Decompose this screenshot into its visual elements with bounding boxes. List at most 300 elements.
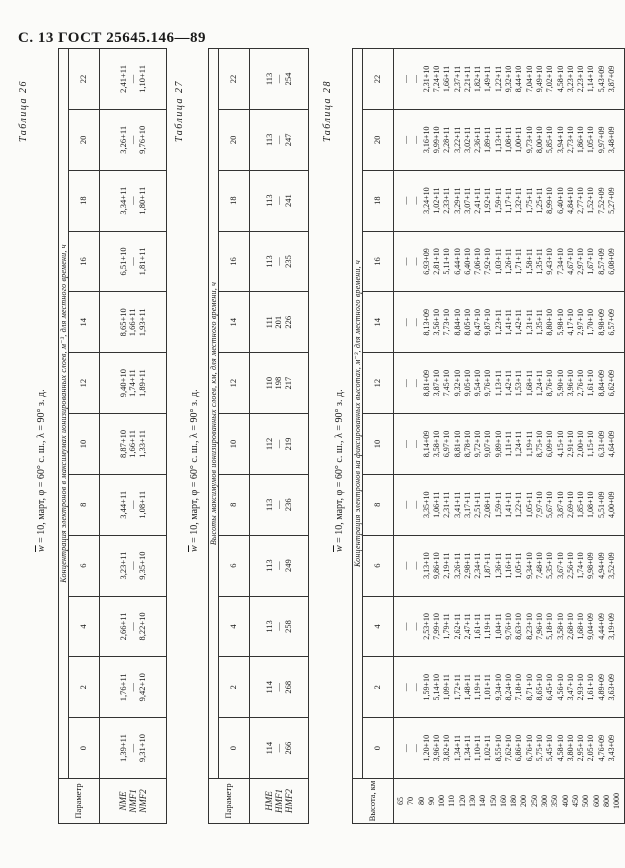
value: 1,08+10 <box>586 491 596 519</box>
value: 3,29+11 <box>452 187 462 214</box>
value: 3,34+11 <box>117 186 128 215</box>
value: 4,00+09 <box>607 491 616 519</box>
hour-cell: 4 <box>69 596 100 657</box>
hour-cell: 20 <box>363 109 394 170</box>
value: 6,51+10 <box>117 247 128 276</box>
value: 110 <box>263 376 274 390</box>
value-cell <box>100 414 167 475</box>
value: — <box>127 561 138 570</box>
value: — <box>127 683 138 692</box>
height-value: 400 <box>560 795 570 807</box>
value: 4,56+10 <box>555 674 565 701</box>
value: 8,84+09 <box>596 369 606 397</box>
table-28-label: Таблица 28 <box>322 80 333 142</box>
hour-cell: 2 <box>363 657 394 718</box>
caption-w: $\overline{w}$ <box>334 545 345 552</box>
value-column <box>394 596 625 657</box>
value-column <box>394 718 625 779</box>
hour-cell: 12 <box>69 353 100 414</box>
value: 1,31+11 <box>524 309 534 336</box>
table-28-block <box>312 52 622 852</box>
value-cell <box>250 474 309 535</box>
value: 8,00+10 <box>534 126 544 154</box>
value: — <box>127 743 138 753</box>
value: 3,24+10 <box>421 187 431 214</box>
value: 9,54+10 <box>473 369 483 397</box>
value: 9,42+10 <box>137 673 148 702</box>
value: 5,43+09 <box>596 65 606 93</box>
body-row <box>100 49 167 824</box>
value: — <box>127 196 138 205</box>
height-value: 350 <box>550 795 560 807</box>
hour-cell: 20 <box>69 109 100 170</box>
value: 1,74+11 <box>127 369 138 398</box>
height-value: 450 <box>570 795 580 807</box>
header-row <box>59 49 69 824</box>
value-cell <box>250 535 309 596</box>
value-cell <box>250 231 309 292</box>
value: 1,89+11 <box>137 369 148 398</box>
subheader: Концентрация электронов в максимумах ионизированных слоев, м⁻³, для местного времени, ч <box>59 49 69 779</box>
value: 1,41+11 <box>504 309 514 336</box>
value: 1,70+10 <box>586 309 596 336</box>
value-column <box>394 535 625 596</box>
value: 7,52+09 <box>596 187 606 214</box>
height-value: 160 <box>498 795 508 807</box>
hour-cell: 6 <box>363 535 394 596</box>
value-cell <box>100 596 167 657</box>
value: 1,79+11 <box>442 613 452 640</box>
value: — <box>411 683 421 692</box>
value: 9,32+10 <box>452 369 462 397</box>
value: 1,86+10 <box>576 126 586 154</box>
value: 1,10+11 <box>473 734 483 762</box>
value: 2,31+10 <box>421 65 431 93</box>
value: 1,08+11 <box>137 490 148 519</box>
value-cell <box>250 170 309 231</box>
value: — <box>273 622 284 631</box>
value: 113 <box>263 559 274 572</box>
value-cell <box>250 109 309 170</box>
value: 6,44+10 <box>452 248 462 275</box>
value: 8,75+10 <box>534 430 544 458</box>
value: 9,31+10 <box>137 734 148 763</box>
value: 1,61+10 <box>586 369 596 397</box>
table-28-caption <box>334 389 345 552</box>
value: 1,32+11 <box>514 187 524 214</box>
value: 9,87+10 <box>483 309 493 336</box>
value: 8,44+10 <box>514 65 524 93</box>
height-value: 180 <box>509 795 519 807</box>
value: 1,68+11 <box>524 370 534 397</box>
value-column <box>394 474 625 535</box>
value: 112 <box>263 437 274 451</box>
value: — <box>401 683 411 692</box>
value: 7,06+10 <box>473 248 483 275</box>
value-column <box>394 170 625 231</box>
value: 1,23+11 <box>493 309 503 336</box>
value: 3,35+10 <box>421 491 431 519</box>
value: 2,97+10 <box>576 309 586 336</box>
value: 7,73+10 <box>442 309 452 336</box>
value: 111 <box>263 316 274 329</box>
value: — <box>411 196 421 205</box>
value-column <box>394 353 625 414</box>
height-value: 90 <box>426 797 436 805</box>
value: 1,02+11 <box>431 187 441 214</box>
value: 8,24+10 <box>504 674 514 701</box>
value: 5,85+10 <box>545 126 555 154</box>
value: 3,26+11 <box>452 552 462 579</box>
value: 4,15+10 <box>555 430 565 458</box>
value: 2,41+11 <box>473 187 483 214</box>
value: 2,41+11 <box>117 65 128 93</box>
hour-cell: 0 <box>363 718 394 779</box>
hour-cell: 12 <box>363 353 394 414</box>
param-header: Параметр <box>209 779 250 824</box>
value: 7,62+10 <box>504 734 514 762</box>
value: 1,06+11 <box>431 491 441 518</box>
height-value: 300 <box>540 795 550 807</box>
value: — <box>411 257 421 266</box>
value-cell <box>100 109 167 170</box>
value-cell <box>100 49 167 110</box>
value: 1,04+11 <box>493 613 503 640</box>
hour-cell: 20 <box>219 109 250 170</box>
value: 4,67+10 <box>565 248 575 275</box>
value: 2,36+11 <box>473 126 483 153</box>
value-cell <box>100 535 167 596</box>
param-cell <box>100 779 167 824</box>
value: 2,08+11 <box>483 491 493 518</box>
value-column <box>394 49 625 110</box>
value: 9,76+10 <box>137 125 148 154</box>
value: 1,68+10 <box>576 613 586 640</box>
value: — <box>401 379 411 388</box>
value: 1,59+11 <box>493 187 503 214</box>
value: 3,41+11 <box>452 491 462 518</box>
value: 3,23+10 <box>565 65 575 93</box>
hour-cell: 16 <box>219 231 250 292</box>
value: 7,04+10 <box>524 65 534 93</box>
value-cell <box>100 474 167 535</box>
value: 1,26+11 <box>504 248 514 275</box>
value: 9,76+10 <box>483 369 493 397</box>
value: 7,45+10 <box>442 369 452 397</box>
value: 8,87+10 <box>117 429 128 459</box>
value: 1,22+11 <box>514 491 524 518</box>
value: 6,09+10 <box>545 430 555 458</box>
value-cell <box>100 657 167 718</box>
value: 1,66+11 <box>127 430 138 458</box>
value: 1,89+11 <box>483 126 493 153</box>
hour-cell: 6 <box>219 535 250 596</box>
value: 236 <box>283 498 294 512</box>
hour-cell: 16 <box>69 231 100 292</box>
value: — <box>273 500 284 510</box>
value: 1,59+10 <box>421 674 431 701</box>
value: 8,65+10 <box>117 308 128 337</box>
value: 1,81+11 <box>137 247 148 276</box>
value: 258 <box>283 620 294 633</box>
hour-cell: 22 <box>219 49 250 110</box>
height-value: 130 <box>468 795 477 807</box>
value: — <box>401 744 411 753</box>
hour-cell: 14 <box>219 292 250 353</box>
value: 1,01+11 <box>483 674 493 701</box>
value-cell <box>250 596 309 657</box>
value: 1,53+11 <box>514 370 524 397</box>
value: 1,02+11 <box>483 734 493 762</box>
hour-cell: 12 <box>219 353 250 414</box>
hour-cell: 22 <box>363 49 394 110</box>
table-27 <box>208 48 309 824</box>
value: — <box>127 74 138 84</box>
value: 3,67+10 <box>555 552 565 579</box>
value: 8,23+10 <box>524 613 534 640</box>
value: 1,71+11 <box>514 248 524 275</box>
height-header: Высота, км <box>353 779 394 824</box>
value: 1,41+11 <box>504 491 514 518</box>
value: 8,22+10 <box>137 612 148 641</box>
value: 1,11+11 <box>504 430 514 457</box>
value: 9,72+10 <box>473 430 483 458</box>
value: 9,04+09 <box>586 613 596 640</box>
value: 8,78+10 <box>462 430 472 458</box>
hour-cell: 10 <box>69 414 100 475</box>
value: 3,07+11 <box>462 187 472 214</box>
value: 241 <box>283 194 294 208</box>
value: 1,66+11 <box>127 308 138 337</box>
value: 2,62+11 <box>452 613 462 640</box>
heights-cell <box>394 779 625 824</box>
value-column <box>394 231 625 292</box>
hours-row <box>69 49 100 824</box>
value: — <box>401 318 411 327</box>
value: 114 <box>263 741 274 755</box>
value: 2,98+11 <box>462 552 472 579</box>
value: 1,82+11 <box>473 65 483 93</box>
value: 9,73+10 <box>524 126 534 154</box>
value: 1,36+11 <box>493 552 503 579</box>
value-cell <box>100 292 167 353</box>
hours-row <box>363 49 394 824</box>
value: 7,24+10 <box>431 65 441 93</box>
value: 249 <box>283 559 294 572</box>
value: 1,19+11 <box>524 430 534 458</box>
value: 9,98+09 <box>586 552 596 579</box>
value: — <box>411 439 421 448</box>
value: 9,07+10 <box>483 430 493 458</box>
value: 3,17+11 <box>462 491 472 518</box>
hour-cell: 10 <box>363 414 394 475</box>
value: 1,17+11 <box>504 187 514 214</box>
value: 2,93+10 <box>576 674 586 701</box>
value-cell <box>100 231 167 292</box>
value: 2,95+10 <box>576 734 586 762</box>
value-column <box>394 109 625 170</box>
value: 3,26+11 <box>117 125 128 154</box>
value: — <box>411 318 421 327</box>
param-name: NME <box>117 791 128 811</box>
value: 4,17+10 <box>565 309 575 336</box>
value: 6,76+10 <box>524 734 534 762</box>
param-header: Параметр <box>59 779 100 824</box>
value: — <box>401 561 411 570</box>
value: 1,80+11 <box>137 186 148 215</box>
value: 4,94+09 <box>596 552 606 579</box>
value: 1,34+11 <box>452 734 462 762</box>
body-row <box>250 49 309 824</box>
value: 2,51+11 <box>473 491 483 518</box>
table-27-caption <box>189 389 200 552</box>
value: 9,43+10 <box>545 248 555 275</box>
value: 8,99+10 <box>545 187 555 214</box>
value: 3,47+10 <box>565 674 575 701</box>
value: 9,35+10 <box>137 551 148 580</box>
value: 1,85+10 <box>576 491 586 519</box>
height-value: 150 <box>488 795 498 807</box>
value: 7,99+10 <box>431 613 441 640</box>
value: 5,11+10 <box>442 248 452 275</box>
hour-cell: 0 <box>219 718 250 779</box>
value: 1,93+11 <box>137 308 148 337</box>
value-cell <box>250 657 309 718</box>
value-cell <box>250 718 309 779</box>
hour-cell: 2 <box>69 657 100 718</box>
value: 1,03+11 <box>493 248 503 275</box>
table-26-label: Таблица 26 <box>18 80 29 142</box>
value: — <box>411 561 421 570</box>
value: 8,63+10 <box>514 613 524 640</box>
value: 3,94+10 <box>555 126 565 154</box>
value: — <box>411 500 421 509</box>
value: 2,69+10 <box>565 491 575 519</box>
value: 1,49+11 <box>483 65 493 93</box>
value: — <box>401 135 411 144</box>
value: 6,31+09 <box>596 430 606 458</box>
value: 4,58+10 <box>555 734 565 762</box>
value: 5,90+10 <box>555 369 565 397</box>
value: — <box>273 196 284 205</box>
value: 3,56+10 <box>431 309 441 336</box>
value: 5,67+10 <box>545 491 555 519</box>
value-cell <box>250 49 309 110</box>
value: 3,96+10 <box>431 734 441 762</box>
value: 6,45+10 <box>545 674 555 701</box>
value: 8,81+09 <box>421 369 431 397</box>
value: 1,00+11 <box>514 126 524 153</box>
value-cell <box>250 292 309 353</box>
value: 3,02+11 <box>462 126 472 153</box>
hour-cell: 10 <box>219 414 250 475</box>
value: 3,96+10 <box>565 369 575 397</box>
table-26-caption <box>36 389 47 552</box>
value: 6,57+09 <box>607 309 616 336</box>
value: 3,23+11 <box>117 551 128 580</box>
value: — <box>273 439 284 449</box>
param-name: NMF1 <box>128 789 139 813</box>
value: 5,98+10 <box>555 309 565 336</box>
value: 3,87+10 <box>555 491 565 519</box>
value: 2,56+10 <box>565 552 575 579</box>
value: 1,42+11 <box>514 309 524 336</box>
value: 7,96+10 <box>534 613 544 640</box>
value: 1,16+11 <box>504 552 514 579</box>
value: 8,57+09 <box>596 248 606 275</box>
value: 2,97+10 <box>576 248 586 275</box>
header-row <box>353 49 363 824</box>
height-value: 120 <box>457 795 467 807</box>
subheader: Концентрация электронов на фиксированных высотах, м⁻³, для местного времени, ч <box>353 49 363 779</box>
height-value: 140 <box>478 795 488 807</box>
value: 2,21+11 <box>462 65 472 93</box>
hours-row <box>219 49 250 824</box>
value: 1,35+11 <box>534 248 544 275</box>
height-value: 100 <box>437 795 447 807</box>
value: 3,87+09 <box>607 65 616 93</box>
value: 6,86+10 <box>514 734 524 762</box>
value: — <box>401 500 411 509</box>
value-cell <box>100 353 167 414</box>
value: 9,34+10 <box>524 552 534 579</box>
height-value: 250 <box>529 795 539 807</box>
caption-text: = 10, март, φ = 60° с. ш., λ = 90° з. д. <box>189 389 200 543</box>
value-column <box>394 414 625 475</box>
value: 5,27+09 <box>607 187 616 214</box>
subheader: Высоты максимумов ионизированных слоев, км, для местного времени, ч <box>209 49 219 779</box>
rotated-content <box>12 52 622 852</box>
hour-cell: 18 <box>219 170 250 231</box>
table-26-block <box>12 52 172 852</box>
value: 113 <box>263 133 274 147</box>
value: — <box>273 561 284 570</box>
caption-w: $\overline{w}$ <box>36 545 47 552</box>
value: 1,74+10 <box>576 552 586 579</box>
value: 1,09+11 <box>442 674 452 701</box>
value: 1,08+11 <box>504 126 514 153</box>
value: 3,19+09 <box>607 613 616 640</box>
height-value: 200 <box>519 795 529 807</box>
value: 4,58+10 <box>555 65 565 93</box>
value: 1,15+10 <box>586 430 596 458</box>
value: 2,68+10 <box>565 613 575 640</box>
value: 3,58+10 <box>431 430 441 458</box>
value: 1,22+11 <box>493 65 503 93</box>
value: 4,76+09 <box>596 734 606 762</box>
value: 9,49+10 <box>534 65 544 93</box>
value: 7,92+10 <box>483 248 493 275</box>
value: 1,35+11 <box>534 309 544 336</box>
value: 1,76+11 <box>117 673 128 702</box>
value: 1,72+11 <box>452 674 462 701</box>
value: 1,42+11 <box>504 370 514 397</box>
hour-cell: 0 <box>69 718 100 779</box>
height-value: 800 <box>601 795 611 807</box>
table-27-label: Таблица 27 <box>174 80 185 142</box>
value-column <box>394 292 625 353</box>
hour-cell: 8 <box>219 474 250 535</box>
value: — <box>127 500 138 510</box>
value: 2,23+10 <box>576 65 586 93</box>
value: 2,37+11 <box>452 65 462 93</box>
value: 2,66+11 <box>117 612 128 641</box>
value-cell <box>250 414 309 475</box>
height-value: 80 <box>416 797 426 805</box>
value: 1,25+11 <box>534 187 544 214</box>
height-value: 1000 <box>612 793 622 809</box>
page-header: С. 13 ГОСТ 25645.146—89 <box>18 30 206 46</box>
